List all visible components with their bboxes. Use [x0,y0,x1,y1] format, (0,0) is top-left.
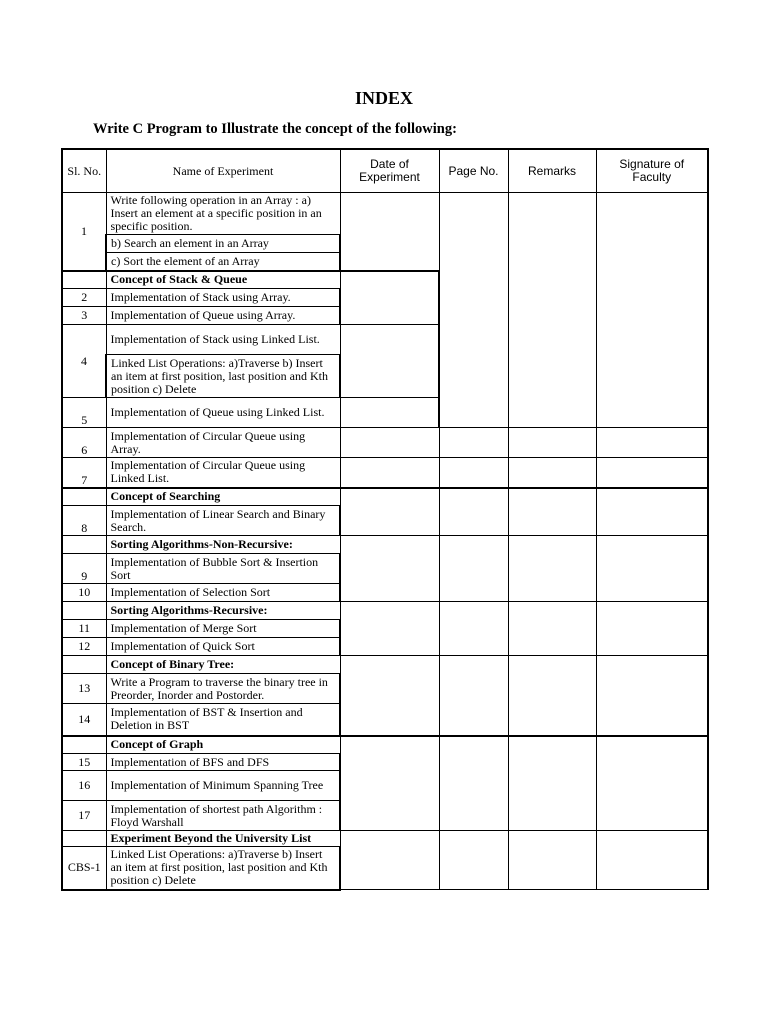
page-subtitle: Write C Program to Illustrate the concept of the following: [93,121,457,137]
signature-cell [596,736,708,831]
page-cell [439,536,508,602]
page-cell [439,656,508,736]
sl-cell: 12 [62,638,106,656]
sl-cell [62,831,106,847]
sl-cell: 1 [62,193,106,271]
header-name: Name of Experiment [106,149,340,193]
signature-cell [596,458,708,488]
section-heading: Concept of Graph [106,736,340,754]
experiment-cell: Implementation of Queue using Array. [106,307,340,325]
signature-cell [596,536,708,602]
signature-cell [596,602,708,656]
header-remarks: Remarks [508,149,596,193]
date-cell [340,193,439,271]
date-cell [340,398,439,428]
experiment-cell: Implementation of Minimum Spanning Tree [106,771,340,801]
header-signature: Signature of Faculty [596,149,708,193]
header-row [62,149,708,193]
section-row [62,831,708,847]
sl-cell: 13 [62,674,106,704]
section-heading: Concept of Binary Tree: [106,656,340,674]
table-row [62,193,708,235]
sl-cell [62,271,106,289]
remarks-cell [508,458,596,488]
section-heading: Sorting Algorithms-Recursive: [106,602,340,620]
sl-cell [62,736,106,754]
signature-cell [596,831,708,890]
section-row [62,736,708,754]
sl-cell: 10 [62,584,106,602]
experiment-cell: Implementation of Stack using Linked List. [106,325,340,355]
experiment-cell: Implementation of BST & Insertion and Deletion in BST [106,704,340,736]
date-cell [340,488,439,536]
remarks-cell [508,602,596,656]
sl-cell [62,488,106,506]
experiment-cell: Implementation of Selection Sort [106,584,340,602]
section-heading: Sorting Algorithms-Non-Recursive: [106,536,340,554]
signature-cell [596,428,708,458]
page-cell [439,458,508,488]
date-cell [340,325,439,398]
experiment-cell: Implementation of BFS and DFS [106,754,340,771]
experiment-cell: Implementation of Circular Queue using Array. [106,428,340,458]
sl-cell: 14 [62,704,106,736]
date-cell [340,736,439,831]
experiment-cell: Implementation of Bubble Sort & Insertion Sort [106,554,340,584]
sl-cell: 5 [62,398,106,428]
page-cell [439,736,508,831]
experiment-cell: Implementation of Circular Queue using Linked List. [106,458,340,488]
remarks-cell [508,193,596,428]
experiment-cell: Write following operation in an Array : a) Insert an element at a specific position in an specific position. [106,193,340,235]
section-heading: Concept of Stack & Queue [106,271,340,289]
remarks-cell [508,488,596,536]
sl-cell [62,536,106,554]
sl-cell: 2 [62,289,106,307]
date-cell [340,602,439,656]
sl-cell: 16 [62,771,106,801]
header-date: Date of Experiment [340,149,439,193]
date-cell [340,656,439,736]
sl-cell [62,602,106,620]
index-table [61,148,709,891]
page-cell [439,831,508,890]
header-page: Page No. [439,149,508,193]
remarks-cell [508,428,596,458]
section-row [62,602,708,620]
signature-cell [596,193,708,428]
experiment-cell: Implementation of Linear Search and Binary Search. [106,506,340,536]
sl-cell: 17 [62,801,106,831]
signature-cell [596,656,708,736]
experiment-cell: Implementation of shortest path Algorithm : Floyd Warshall [106,801,340,831]
experiment-cell: Implementation of Queue using Linked List. [106,398,340,428]
remarks-cell [508,536,596,602]
experiment-cell: b) Search an element in an Array [106,235,340,253]
sl-cell: 4 [62,325,106,398]
sl-cell: 9 [62,554,106,584]
sl-cell: 7 [62,458,106,488]
sl-cell: 11 [62,620,106,638]
table-row [62,428,708,458]
remarks-cell [508,831,596,890]
page-cell [439,428,508,458]
date-cell [340,428,439,458]
sl-cell: 15 [62,754,106,771]
section-row [62,488,708,506]
date-cell [340,271,439,325]
sl-cell [62,656,106,674]
section-row [62,656,708,674]
remarks-cell [508,736,596,831]
page-title: INDEX [354,88,413,108]
date-cell [340,536,439,602]
experiment-cell: Linked List Operations: a)Traverse b) Insert an item at first position, last position and Kth position c) Delete [106,355,340,398]
sl-cell: CBS-1 [62,847,106,890]
page-cell [439,488,508,536]
section-heading: Experiment Beyond the University List [106,831,340,847]
signature-cell [596,488,708,536]
experiment-cell: Linked List Operations: a)Traverse b) Insert an item at first position, last position and Kth position c) Delete [106,847,340,890]
header-sl-no: Sl. No. [62,149,106,193]
experiment-cell: c) Sort the element of an Array [106,253,340,271]
experiment-cell: Write a Program to traverse the binary tree in Preorder, Inorder and Postorder. [106,674,340,704]
table-row [62,458,708,488]
page-cell [439,193,508,428]
date-cell [340,831,439,890]
date-cell [340,458,439,488]
page-cell [439,602,508,656]
sl-cell: 6 [62,428,106,458]
experiment-cell: Implementation of Quick Sort [106,638,340,656]
sl-cell: 3 [62,307,106,325]
section-heading: Concept of Searching [106,488,340,506]
sl-cell: 8 [62,506,106,536]
experiment-cell: Implementation of Merge Sort [106,620,340,638]
experiment-cell: Implementation of Stack using Array. [106,289,340,307]
section-row [62,536,708,554]
remarks-cell [508,656,596,736]
